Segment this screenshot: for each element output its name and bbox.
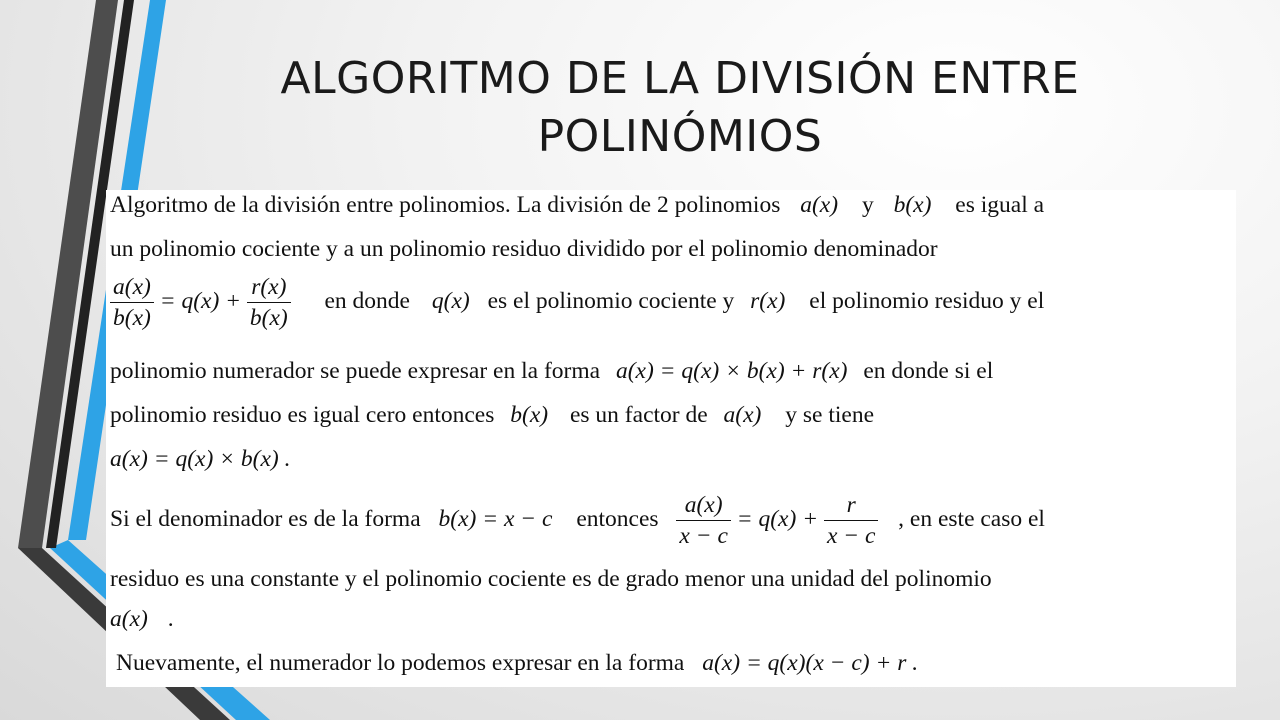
paragraph-line-8: residuo es una constante y el polinomio cociente es de grado menor una unidad del polinomio	[110, 566, 992, 592]
paragraph-line-4: polinomio numerador se puede expresar en la forma a(x) = q(x) × b(x) + r(x) en donde si el	[110, 358, 994, 384]
paragraph-line-10: Nuevamente, el numerador lo podemos expresar en la forma a(x) = q(x)(x − c) + r .	[116, 650, 919, 676]
equation-line-6: a(x) = q(x) × b(x) .	[110, 446, 291, 472]
fraction-a-over-x-minus-c: $\frac{a(x)}{x - c}$	[676, 490, 730, 551]
title-line-2: POLINÓMIOS	[537, 111, 823, 162]
fraction-r-over-x-minus-c: $\frac{r}{x - c}$	[824, 490, 878, 551]
title-line-1: ALGORITMO DE LA DIVISIÓN ENTRE	[280, 53, 1080, 104]
paragraph-line-5: polinomio residuo es igual cero entonces b(x) es un factor de a(x) y se tiene	[110, 402, 875, 428]
paragraph-line-9: a(x) .	[110, 606, 174, 632]
slide-title	[180, 50, 1180, 166]
dark-gray-stripe	[18, 0, 118, 548]
equation-line-3: $\frac{a(x)}{b(x)}$ = q(x) + $\frac{r(x)}{b(x)}$ en donde q(x) es el polinomio cociente y r(x) el polinomio residuo y el	[110, 272, 1044, 333]
paragraph-line-1: Algoritmo de la división entre polinomios. La división de 2 polinomios a(x) y b(x) es igual a	[110, 192, 1045, 218]
fraction-a-over-b: $\frac{a(x)}{b(x)}$	[110, 272, 154, 333]
paragraph-line-7: Si el denominador es de la forma b(x) = x − c entonces $\frac{a(x)}{x - c}$ = q(x) + $\frac{r}{x - c}$ , en este caso el	[110, 492, 1045, 549]
fraction-r-over-b: $\frac{r(x)}{b(x)}$	[247, 272, 291, 333]
paragraph-line-2: un polinomio cociente y a un polinomio residuo dividido por el polinomio denominador	[110, 236, 938, 262]
content-image-panel	[106, 190, 1236, 687]
